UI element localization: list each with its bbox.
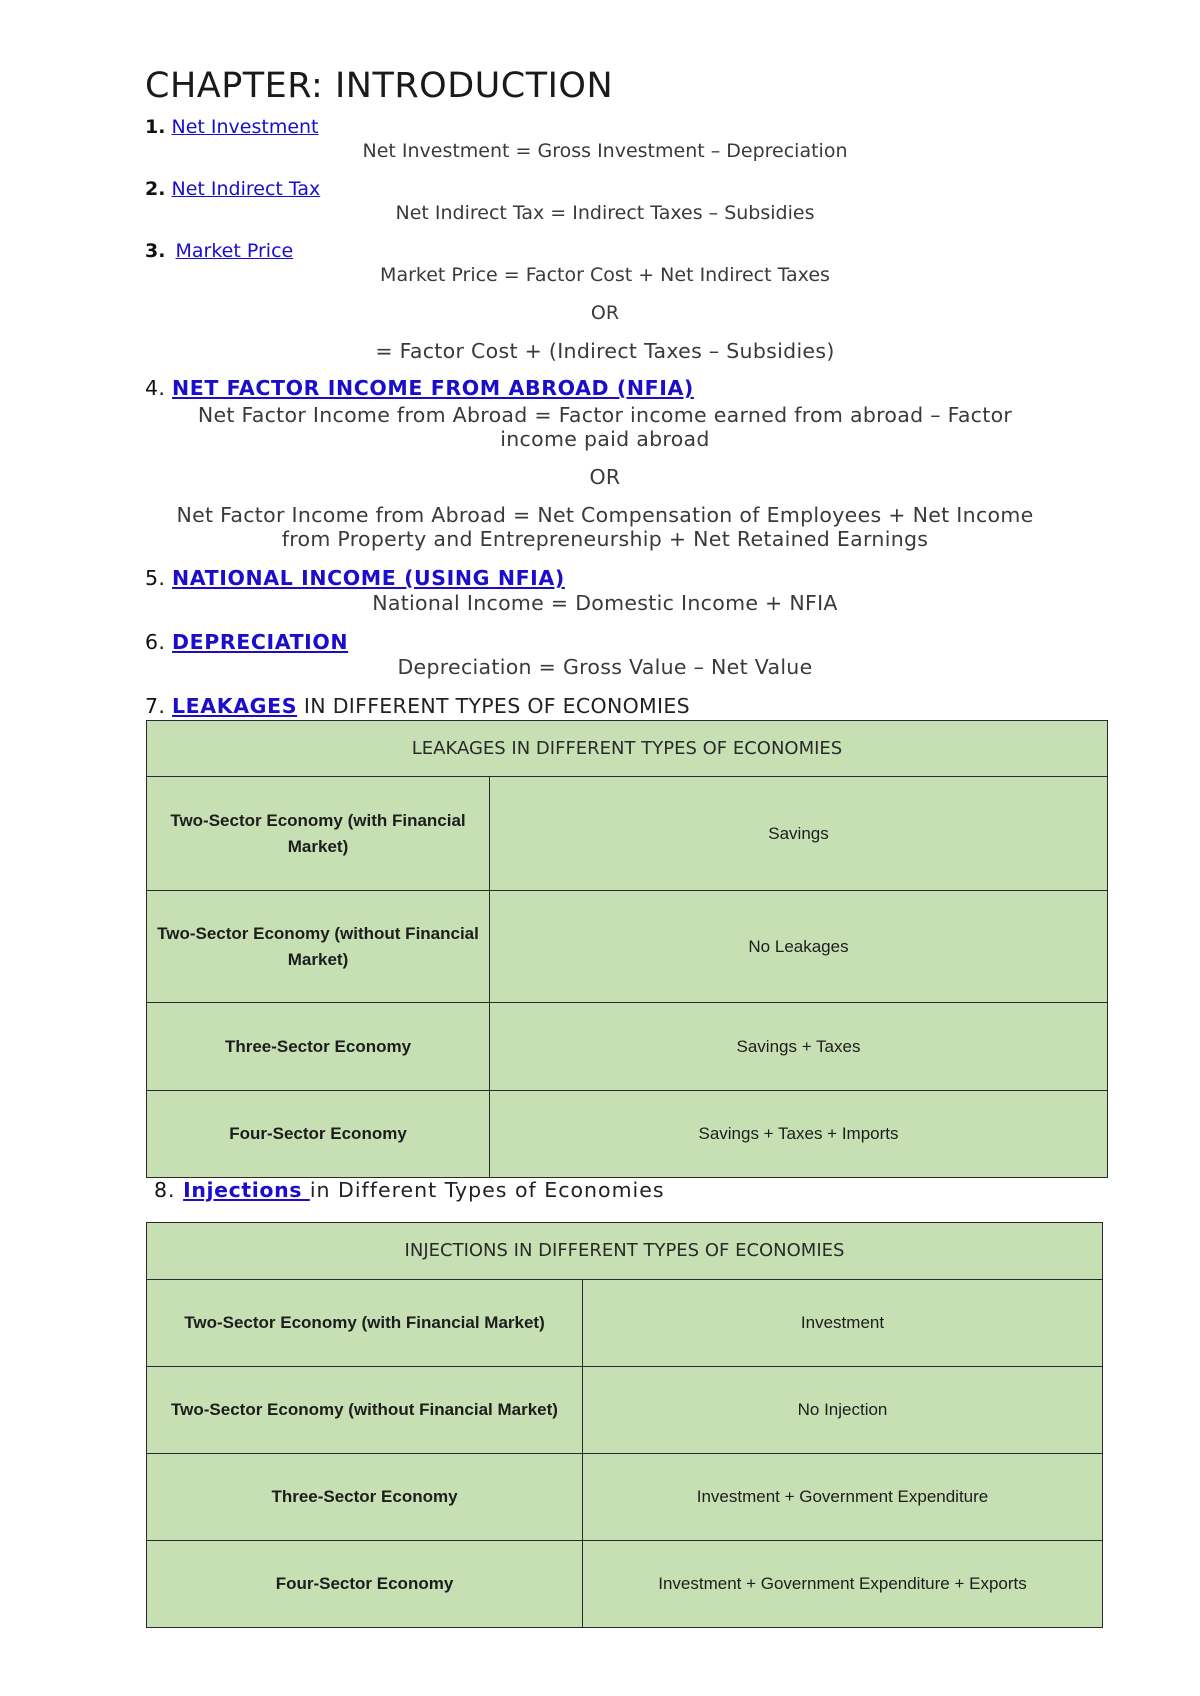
table-row [147, 1003, 1108, 1091]
leakages-table [146, 720, 1108, 1178]
item-nfia [145, 376, 694, 400]
table-row [147, 1541, 1103, 1628]
item-depreciation [145, 630, 348, 654]
table-row [147, 891, 1108, 1003]
chapter-title: CHAPTER: INTRODUCTION [145, 66, 614, 106]
table-row [147, 1280, 1103, 1367]
equation: National Income = Domestic Income + NFIA [372, 591, 838, 615]
equation: Depreciation = Gross Value – Net Value [397, 655, 813, 679]
item-net-indirect-tax [145, 178, 320, 200]
link-net-indirect-tax[interactable]: Net Indirect Tax [171, 178, 321, 200]
item-suffix: in Different Types of Economies [309, 1178, 665, 1202]
economy-cell: Two-Sector Economy (without Financial Market) [147, 891, 490, 1003]
item-number: 7. [145, 694, 166, 718]
value-cell: Savings + Taxes + Imports [490, 1091, 1108, 1178]
link-depreciation[interactable]: DEPRECIATION [172, 630, 349, 654]
link-net-investment[interactable]: Net Investment [171, 116, 319, 138]
item-number: 5. [145, 566, 166, 590]
value-cell: Investment + Government Expenditure [583, 1454, 1103, 1541]
item-leakages [145, 694, 690, 718]
equation: Net Factor Income from Abroad = Factor income earned from abroad – Factor income paid abroad [197, 403, 1013, 451]
link-injections[interactable]: Injections [183, 1178, 310, 1202]
table-row [147, 1367, 1103, 1454]
item-number: 4. [145, 376, 166, 400]
equation: Net Indirect Tax = Indirect Taxes – Subsidies [395, 202, 815, 224]
economy-cell: Two-Sector Economy (without Financial Market) [147, 1367, 583, 1454]
economy-cell: Three-Sector Economy [147, 1003, 490, 1091]
economy-cell: Two-Sector Economy (with Financial Market) [147, 1280, 583, 1367]
item-market-price [145, 240, 293, 262]
item-number: 1. [145, 116, 166, 138]
item-national-income [145, 566, 565, 590]
value-cell: Savings [490, 777, 1108, 891]
value-cell: Savings + Taxes [490, 1003, 1108, 1091]
table-row [147, 1091, 1108, 1178]
link-national-income[interactable]: NATIONAL INCOME (USING NFIA) [172, 566, 565, 590]
link-leakages[interactable]: LEAKAGES [172, 694, 298, 718]
item-injections [154, 1178, 665, 1202]
table-header: LEAKAGES IN DIFFERENT TYPES OF ECONOMIES [147, 721, 1108, 777]
economy-cell: Four-Sector Economy [147, 1091, 490, 1178]
link-nfia[interactable]: NET FACTOR INCOME FROM ABROAD (NFIA) [172, 376, 694, 400]
injections-table [146, 1222, 1103, 1628]
table-row [147, 777, 1108, 891]
table-header: INJECTIONS IN DIFFERENT TYPES OF ECONOMIES [147, 1223, 1103, 1280]
equation-or: OR [590, 302, 620, 324]
equation: Net Investment = Gross Investment – Depreciation [362, 140, 848, 162]
table-row [147, 1454, 1103, 1541]
value-cell: Investment + Government Expenditure + Exports [583, 1541, 1103, 1628]
economy-cell: Two-Sector Economy (with Financial Market) [147, 777, 490, 891]
item-number: 3. [145, 240, 166, 262]
value-cell: No Leakages [490, 891, 1108, 1003]
item-number: 8. [154, 1178, 176, 1202]
equation: = Factor Cost + (Indirect Taxes – Subsidies) [375, 339, 835, 363]
equation: Net Factor Income from Abroad = Net Compensation of Employees + Net Income from Property and Entrepreneurship + Net Retained Earnings [176, 503, 1034, 551]
item-number: 2. [145, 178, 166, 200]
value-cell: No Injection [583, 1367, 1103, 1454]
table-header-row [147, 1223, 1103, 1280]
item-suffix: IN DIFFERENT TYPES OF ECONOMIES [297, 694, 690, 718]
link-market-price[interactable]: Market Price [175, 240, 294, 262]
item-number: 6. [145, 630, 166, 654]
equation: Market Price = Factor Cost + Net Indirect Taxes [380, 264, 830, 286]
value-cell: Investment [583, 1280, 1103, 1367]
equation-or: OR [589, 465, 621, 489]
economy-cell: Three-Sector Economy [147, 1454, 583, 1541]
economy-cell: Four-Sector Economy [147, 1541, 583, 1628]
table-header-row [147, 721, 1108, 777]
item-net-investment [145, 116, 319, 138]
